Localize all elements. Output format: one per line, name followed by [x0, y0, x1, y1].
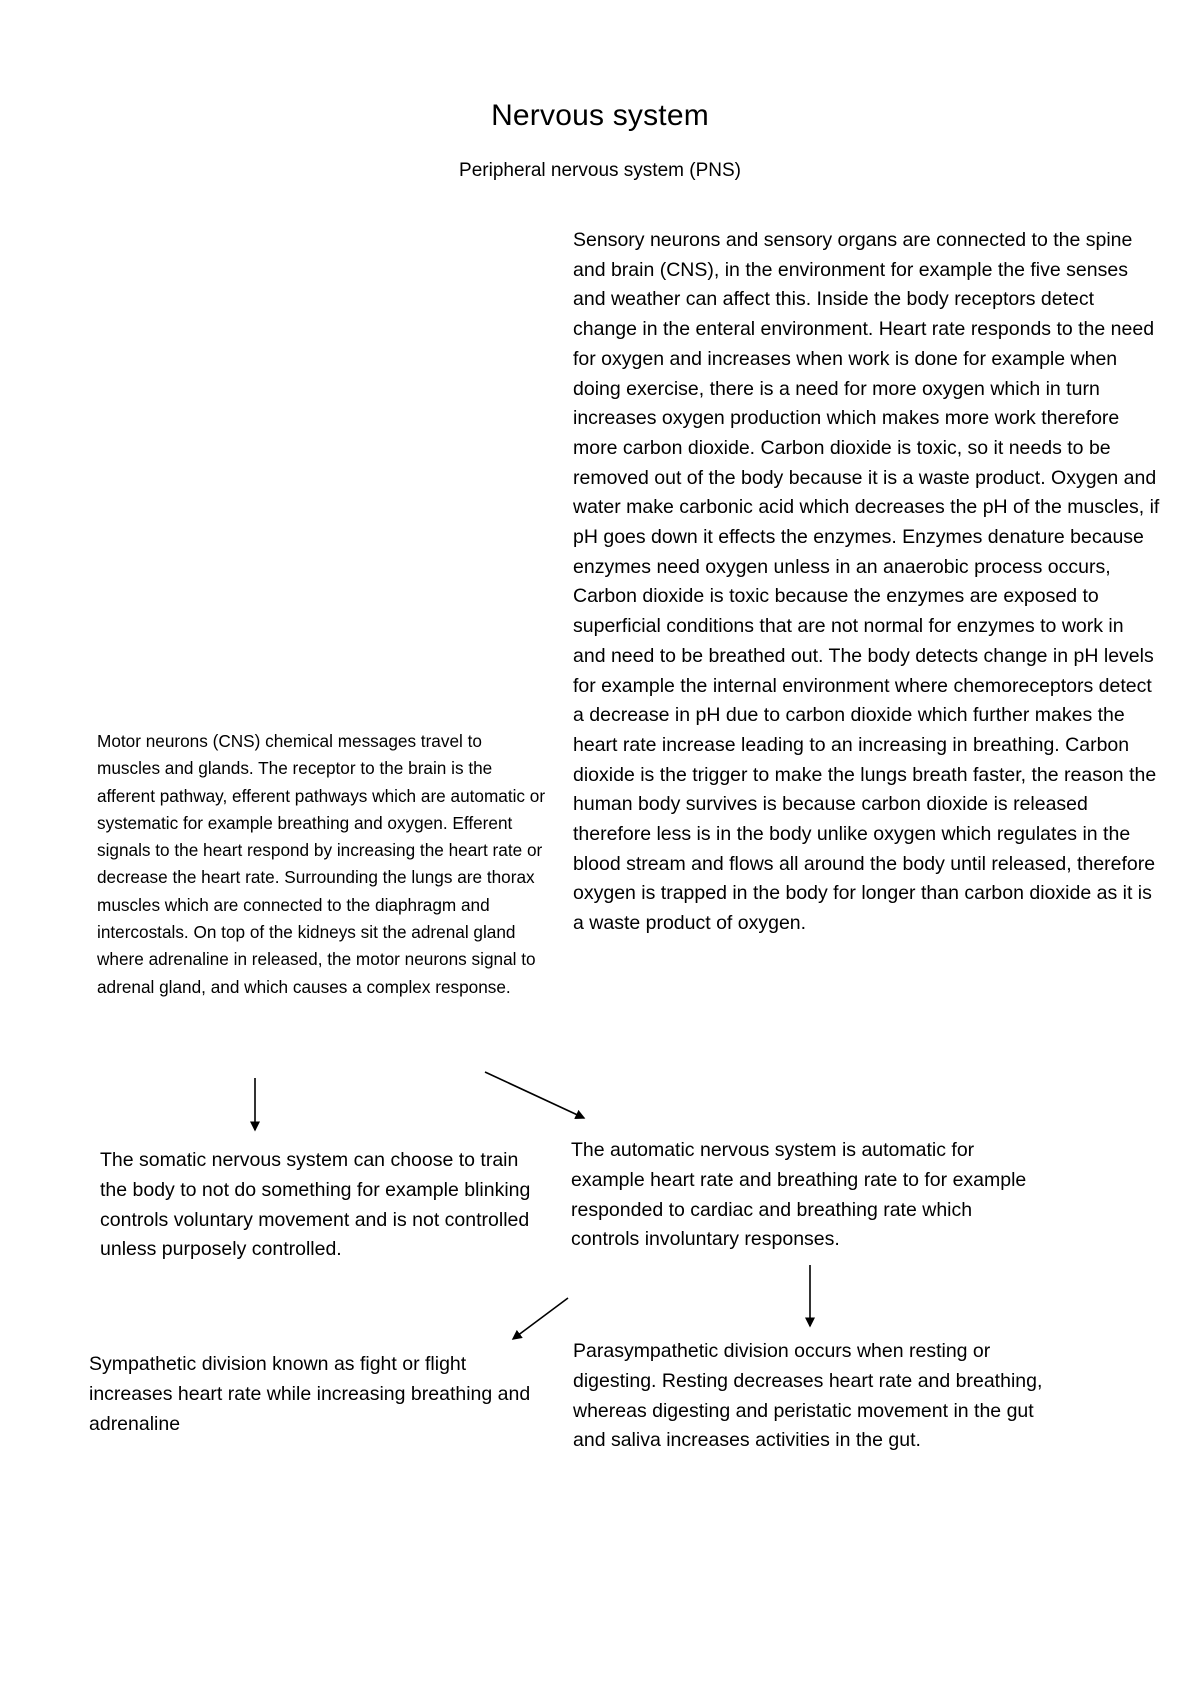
parasympathetic-division-paragraph: Parasympathetic division occurs when resting or digesting. Resting decreases heart rate and breathing, whereas digesting and peristatic movement in the gut and saliva increases activities in the gut. — [573, 1340, 1043, 1452]
page-subtitle: Peripheral nervous system (PNS) — [459, 160, 741, 181]
sympathetic-division-paragraph: Sympathetic division known as fight or flight increases heart rate while increasing breathing and adrenaline — [89, 1353, 531, 1435]
sensory-neurons-paragraph: Sensory neurons and sensory organs are connected to the spine and brain (CNS), in the environment for example the five senses and weather can affect this. Inside the body receptors detect change in the enteral environment. Heart rate responds to the need for oxygen and increases when work is done for example when doing exercise, there is a need for more oxygen which in turn increases oxygen production which makes more work therefore more carbon dioxide. Carbon dioxide is toxic, so it needs to be removed out of the body because it is a waste product. Oxygen and water make carbonic acid which decreases the pH of the muscles, if pH goes down it effects the enzymes. Enzymes denature because enzymes need oxygen unless in an anaerobic process occurs, Carbon dioxide is toxic because the enzymes are exposed to superficial conditions that are not normal for enzymes to work in and need to be breathed out. The body detects change in pH levels for example the internal environment where chemoreceptors detect a decrease in pH due to carbon dioxide which further makes the heart rate increase leading to an increasing in breathing. Carbon dioxide is the trigger to make the lungs breath faster, the reason the human body survives is because carbon dioxide is released therefore less is in the body unlike oxygen which regulates in the blood stream and flows all around the body until released, therefore oxygen is trapped in the body for longer than carbon dioxide as it is a waste product of oxygen. — [573, 229, 1160, 935]
page-title: Nervous system — [491, 99, 709, 132]
arrow-autonomic-to-sympathetic — [513, 1298, 568, 1339]
arrow-motor-to-autonomic — [485, 1072, 584, 1118]
somatic-nervous-system-paragraph: The somatic nervous system can choose to train the body to not do something for example blinking controls voluntary movement and is not controlled unless purposely controlled. — [100, 1149, 531, 1261]
autonomic-nervous-system-paragraph: The automatic nervous system is automatic for example heart rate and breathing rate to for example responded to cardiac and breathing rate which controls involuntary responses. — [571, 1139, 1027, 1251]
motor-neurons-paragraph: Motor neurons (CNS) chemical messages travel to muscles and glands. The receptor to the brain is the afferent pathway, efferent pathways which are automatic or systematic for example breathing and oxygen. Efferent signals to the heart respond by increasing the heart rate or decrease the heart rate. Surrounding the lungs are thorax muscles which are connected to the diaphragm and intercostals. On top of the kidneys sit the adrenal gland where adrenaline in released, the motor neurons signal to adrenal gland, and which causes a complex response. — [97, 731, 546, 997]
